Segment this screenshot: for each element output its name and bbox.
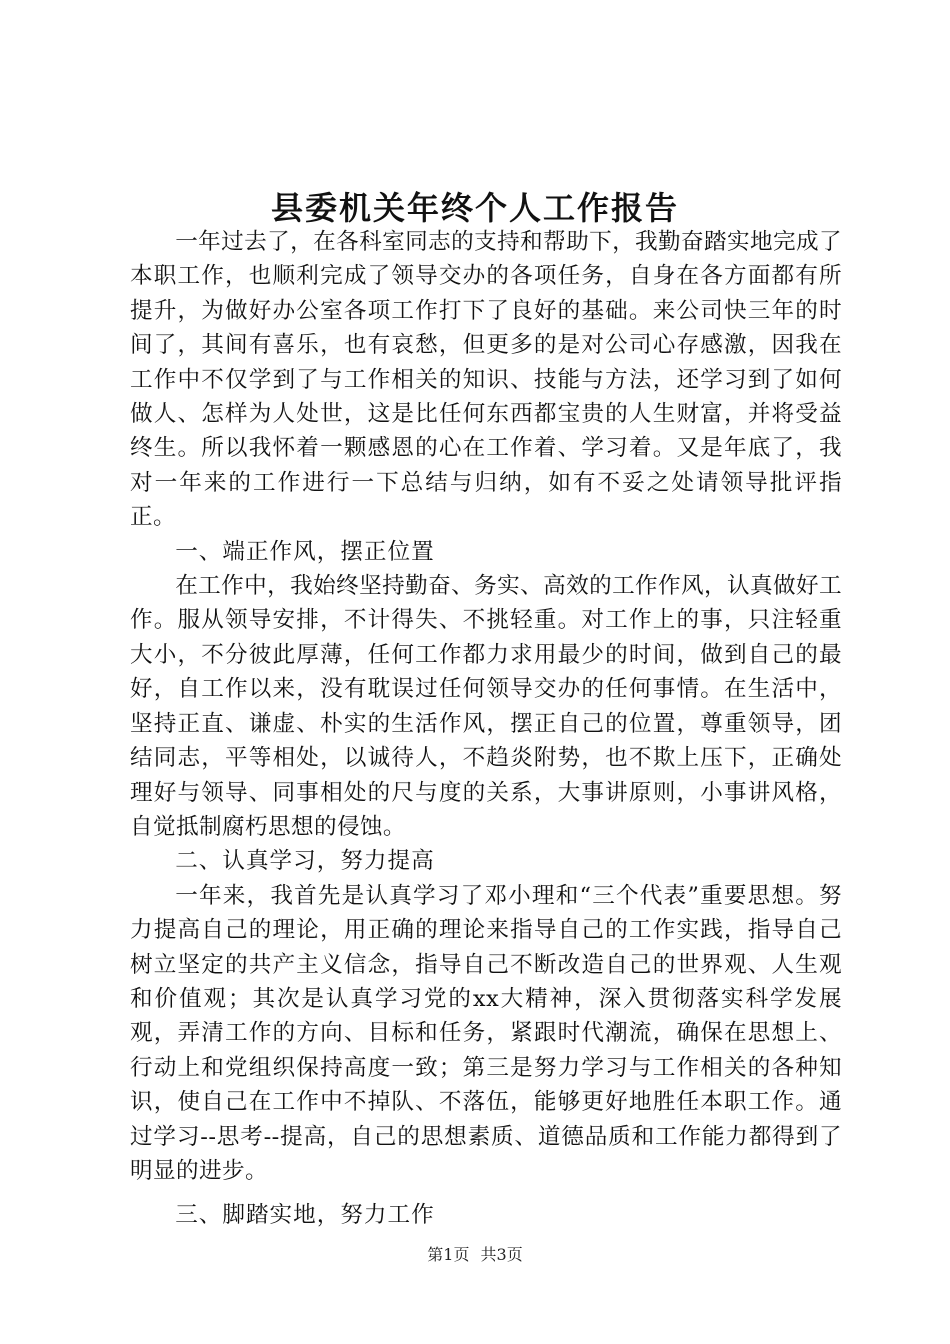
page-number: 第1页	[427, 1245, 470, 1264]
page-footer	[0, 1243, 950, 1267]
section-heading-3: 三、脚踏实地，努力工作	[175, 1202, 435, 1229]
section-heading-1: 一、端正作风，摆正位置	[175, 538, 435, 565]
section-heading-2: 二、认真学习，努力提高	[175, 848, 435, 875]
page-total: 共3页	[480, 1245, 523, 1264]
document-body	[130, 225, 842, 1233]
document-title: 县委机关年终个人工作报告	[270, 189, 679, 227]
paragraph-intro: 一年过去了，在各科室同志的支持和帮助下，我勤奋踏实地完成了本职工作，也顺利完成了领导交办的各项任务，自身在各方面都有所提升，为做好办公室各项工作打下了良好的基础。来公司快三年的时间了，其间有喜乐，也有哀愁，但更多的是对公司心存感激，因我在工作中不仅学到了与工作相关的知识、技能与方法，还学习到了如何做人、怎样为人处世，这是比任何东西都宝贵的人生财富，并将受益终生。所以我怀着一颗感恩的心在工作着、学习着。又是年底了，我对一年来的工作进行一下总结与归纳，如有不妥之处请领导批评指正。	[130, 229, 843, 531]
paragraph-section-2: 一年来，我首先是认真学习了邓小理和“三个代表”重要思想。努力提高自己的理论，用正确的理论来指导自己的工作实践，指导自己树立坚定的共产主义信念，指导自己不断改造自己的世界观、人生观和价值观；其次是认真学习党的xx大精神，深入贯彻落实科学发展观，弄清工作的方向、目标和任务，紧跟时代潮流，确保在思想上、行动上和党组织保持高度一致；第三是努力学习与工作相关的各种知识，使自己在工作中不掉队、不落伍，能够更好地胜任本职工作。通过学习--思考--提高，自己的思想素质、道德品质和工作能力都得到了明显的进步。	[130, 882, 842, 1184]
paragraph-section-1: 在工作中，我始终坚持勤奋、务实、高效的工作作风，认真做好工作。服从领导安排，不计得失、不挑轻重。对工作上的事，只注轻重大小，不分彼此厚薄，任何工作都力求用最少的时间，做到自己的最好，自工作以来，没有耽误过任何领导交办的任何事情。在生活中，坚持正直、谦虚、朴实的生活作风，摆正自己的位置，尊重领导，团结同志，平等相处，以诚待人，不趋炎附势，也不欺上压下，正确处理好与领导、同事相处的尺与度的关系，大事讲原则，小事讲风格，自觉抵制腐朽思想的侵蚀。	[130, 573, 843, 840]
